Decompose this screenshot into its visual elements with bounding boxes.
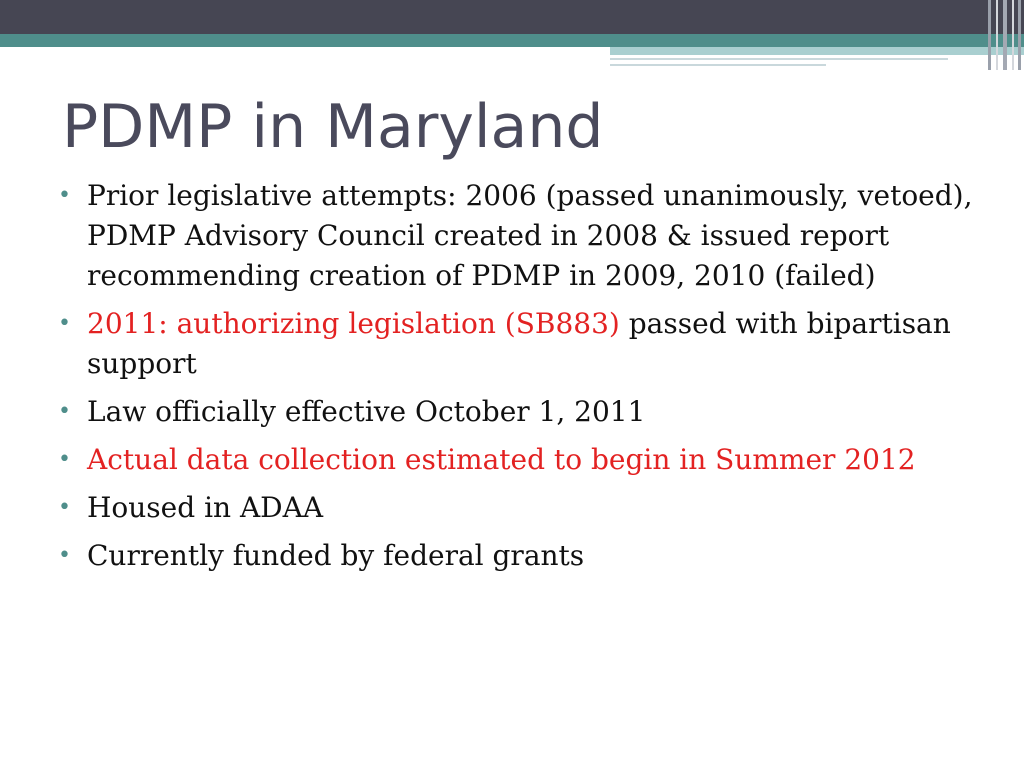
bullet-item [58, 392, 988, 432]
header-vertical-stripe [988, 0, 991, 70]
bullet-icon: • [58, 399, 71, 424]
bullet-icon: • [58, 543, 71, 568]
bullet-item [58, 488, 988, 528]
slide-title: PDMP in Maryland [62, 92, 604, 162]
bullet-icon: • [58, 183, 71, 208]
header-band-dark [0, 0, 1024, 34]
bullet-list [58, 176, 988, 584]
bullet-icon: • [58, 311, 71, 336]
bullet-highlight-text: Actual data collection estimated to begin in Summer 2012 [87, 443, 916, 476]
bullet-text: Prior legislative attempts: 2006 (passed unanimously, vetoed), PDMP Advisory Council created in 2008 & issued report recommending creation of PDMP in 2009, 2010 (failed) [87, 179, 973, 292]
bullet-item [58, 304, 988, 384]
bullet-item [58, 176, 988, 296]
header-accent-line [610, 64, 826, 66]
header-vertical-stripe [996, 0, 998, 70]
header-band-teal-light [610, 47, 1024, 55]
bullet-text: Law officially effective October 1, 2011 [87, 395, 646, 428]
bullet-item [58, 536, 988, 576]
bullet-text: passed with bipartisan support [87, 307, 951, 380]
bullet-text: Housed in ADAA [87, 491, 324, 524]
header-vertical-stripe [1018, 0, 1021, 70]
bullet-item [58, 440, 988, 480]
header-vertical-stripe [1012, 0, 1014, 70]
bullet-highlight-text: 2011: authorizing legislation (SB883) [87, 307, 620, 340]
header-band-teal [0, 34, 1024, 47]
bullet-icon: • [58, 447, 71, 472]
bullet-icon: • [58, 495, 71, 520]
bullet-text: Currently funded by federal grants [87, 539, 585, 572]
header-vertical-stripe [1003, 0, 1007, 70]
header-accent-line [610, 58, 948, 60]
